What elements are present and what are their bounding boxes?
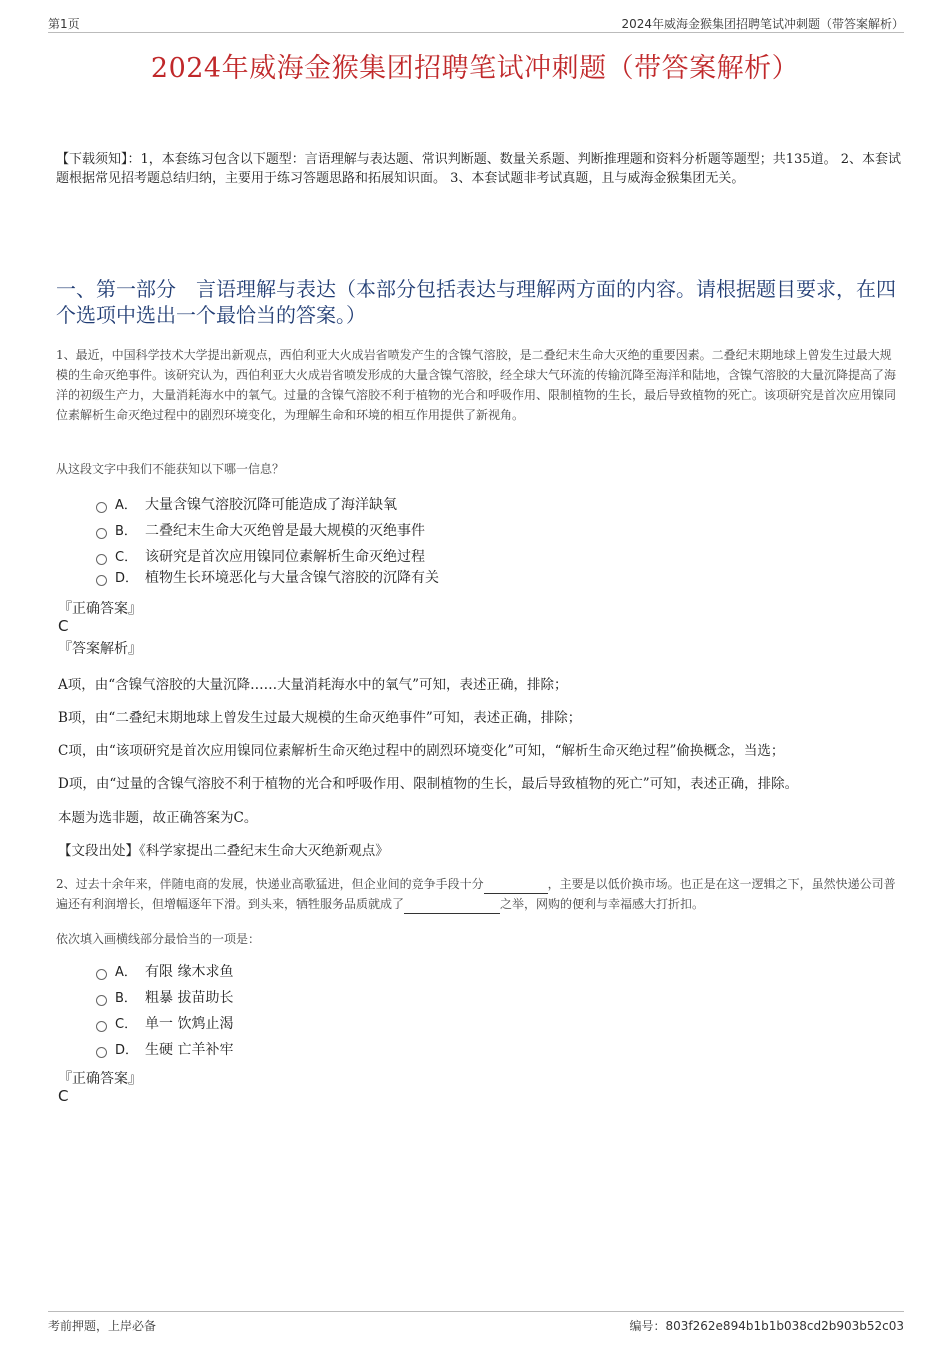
- q1-analysis-line: B项，由“二叠纪末期地球上曾发生过最大规模的生命灭绝事件”可知，表述正确，排除；: [58, 710, 582, 726]
- q2-option-b[interactable]: B． 粗暴 拔苗助长: [96, 987, 233, 1009]
- radio-icon[interactable]: [96, 575, 107, 586]
- q1-source: 【文段出处】《科学家提出二叠纪末生命大灭绝新观点》: [58, 843, 389, 859]
- q2-option-d[interactable]: D． 生硬 亡羊补牢: [96, 1039, 233, 1061]
- question-1-text: 1、最近，中国科学技术大学提出新观点，西伯利亚大火成岩省喷发产生的含镍气溶胶，是二叠纪末生命大灭绝的重要因素。二叠纪末期地球上曾发生过最大规模的生命灭绝事件。该研究认为，西伯利亚大火成岩省喷发形成的大量含镍气溶胶，经全球大气环流的传输沉降至海洋和陆地，含镍气溶胶的大量沉降提高了海洋的初级生产力，大量消耗海水中的氧气。过量的含镍气溶胶不利于植物的光合和呼吸作用、限制植物的生长，最后导致植物的死亡。该项研究是首次应用镍同位素解析生命灭绝过程中的剧烈环境变化，为理解生命和环境的相互作用提供了新视角。: [56, 348, 897, 422]
- question-2-text: 2、过去十余年来，伴随电商的发展，快递业高歌猛进，但企业间的竞争手段十分 ，主要是以低价换市场。也正是在这一逻辑之下，虽然快递公司普遍还有利润增长，但增幅逐年下滑。到头来，牺牲服务品质就成了 之举，网购的便利与幸福感大打折扣。: [56, 874, 901, 914]
- download-notice: 【下载须知】：1，本套练习包含以下题型：言语理解与表达题、常识判断题、数量关系题、判断推理题和资料分析题等题型；共135道。 2、本套试题根据常见招考题总结归纳，主要用于练习答题思路和拓展知识面。 3、本套试题非考试真题，且与威海金猴集团无关。: [56, 152, 901, 186]
- question-1-ask: 从这段文字中我们不能获知以下哪一信息？: [56, 462, 285, 476]
- page-header: [48, 12, 904, 33]
- q1-analysis-conclusion: 本题为选非题，故正确答案为C。: [58, 810, 258, 826]
- q2-option-c[interactable]: C． 单一 饮鸩止渴: [96, 1013, 233, 1035]
- page-footer: [48, 1311, 904, 1336]
- q2-answer-label: 『正确答案』: [58, 1071, 142, 1087]
- section-title: 一、第一部分 言语理解与表达（本部分包括表达与理解两方面的内容。请根据题目要求，在四个选项中选出一个最恰当的答案。）: [56, 277, 896, 327]
- radio-icon[interactable]: [96, 1021, 107, 1032]
- radio-icon[interactable]: [96, 1047, 107, 1058]
- q2-answer: C: [58, 1087, 69, 1105]
- radio-icon[interactable]: [96, 995, 107, 1006]
- q1-analysis-line: D项，由“过量的含镍气溶胶不利于植物的光合和呼吸作用、限制植物的生长，最后导致植物的死亡”可知，表述正确，排除。: [58, 776, 799, 792]
- q1-option-b[interactable]: B． 二叠纪末生命大灭绝曾是最大规模的灭绝事件: [96, 520, 425, 542]
- radio-icon[interactable]: [96, 554, 107, 565]
- footer-code: 编号：803f262e894b1b1b038cd2b903b52c03: [629, 1319, 904, 1333]
- fill-blank-1[interactable]: [484, 881, 548, 894]
- header-doc-title: 2024年威海金猴集团招聘笔试冲刺题（带答案解析）: [621, 17, 904, 31]
- fill-blank-2[interactable]: [404, 901, 500, 914]
- q2-option-a[interactable]: A． 有限 缘木求鱼: [96, 961, 233, 983]
- page-number: 第1页: [48, 17, 80, 31]
- question-2-ask: 依次填入画横线部分最恰当的一项是：: [56, 932, 261, 946]
- radio-icon[interactable]: [96, 969, 107, 980]
- q1-answer-label: 『正确答案』: [58, 601, 142, 617]
- q1-analysis-label: 『答案解析』: [58, 641, 142, 657]
- q1-analysis-line: C项，由“该项研究是首次应用镍同位素解析生命灭绝过程中的剧烈环境变化”可知，“解析生命灭绝过程”偷换概念，当选；: [58, 743, 785, 759]
- q1-analysis-line: A项，由“含镍气溶胶的大量沉降……大量消耗海水中的氧气”可知，表述正确，排除；: [58, 677, 568, 693]
- footer-slogan: 考前押题，上岸必备: [48, 1319, 157, 1333]
- q1-answer: C: [58, 617, 69, 635]
- radio-icon[interactable]: [96, 528, 107, 539]
- radio-icon[interactable]: [96, 502, 107, 513]
- document-title: 2024年威海金猴集团招聘笔试冲刺题（带答案解析）: [150, 53, 800, 84]
- q1-option-d[interactable]: D． 植物生长环境恶化与大量含镍气溶胶的沉降有关: [96, 567, 439, 589]
- q1-option-c[interactable]: C． 该研究是首次应用镍同位素解析生命灭绝过程: [96, 546, 425, 568]
- q1-option-a[interactable]: A． 大量含镍气溶胶沉降可能造成了海洋缺氧: [96, 494, 397, 516]
